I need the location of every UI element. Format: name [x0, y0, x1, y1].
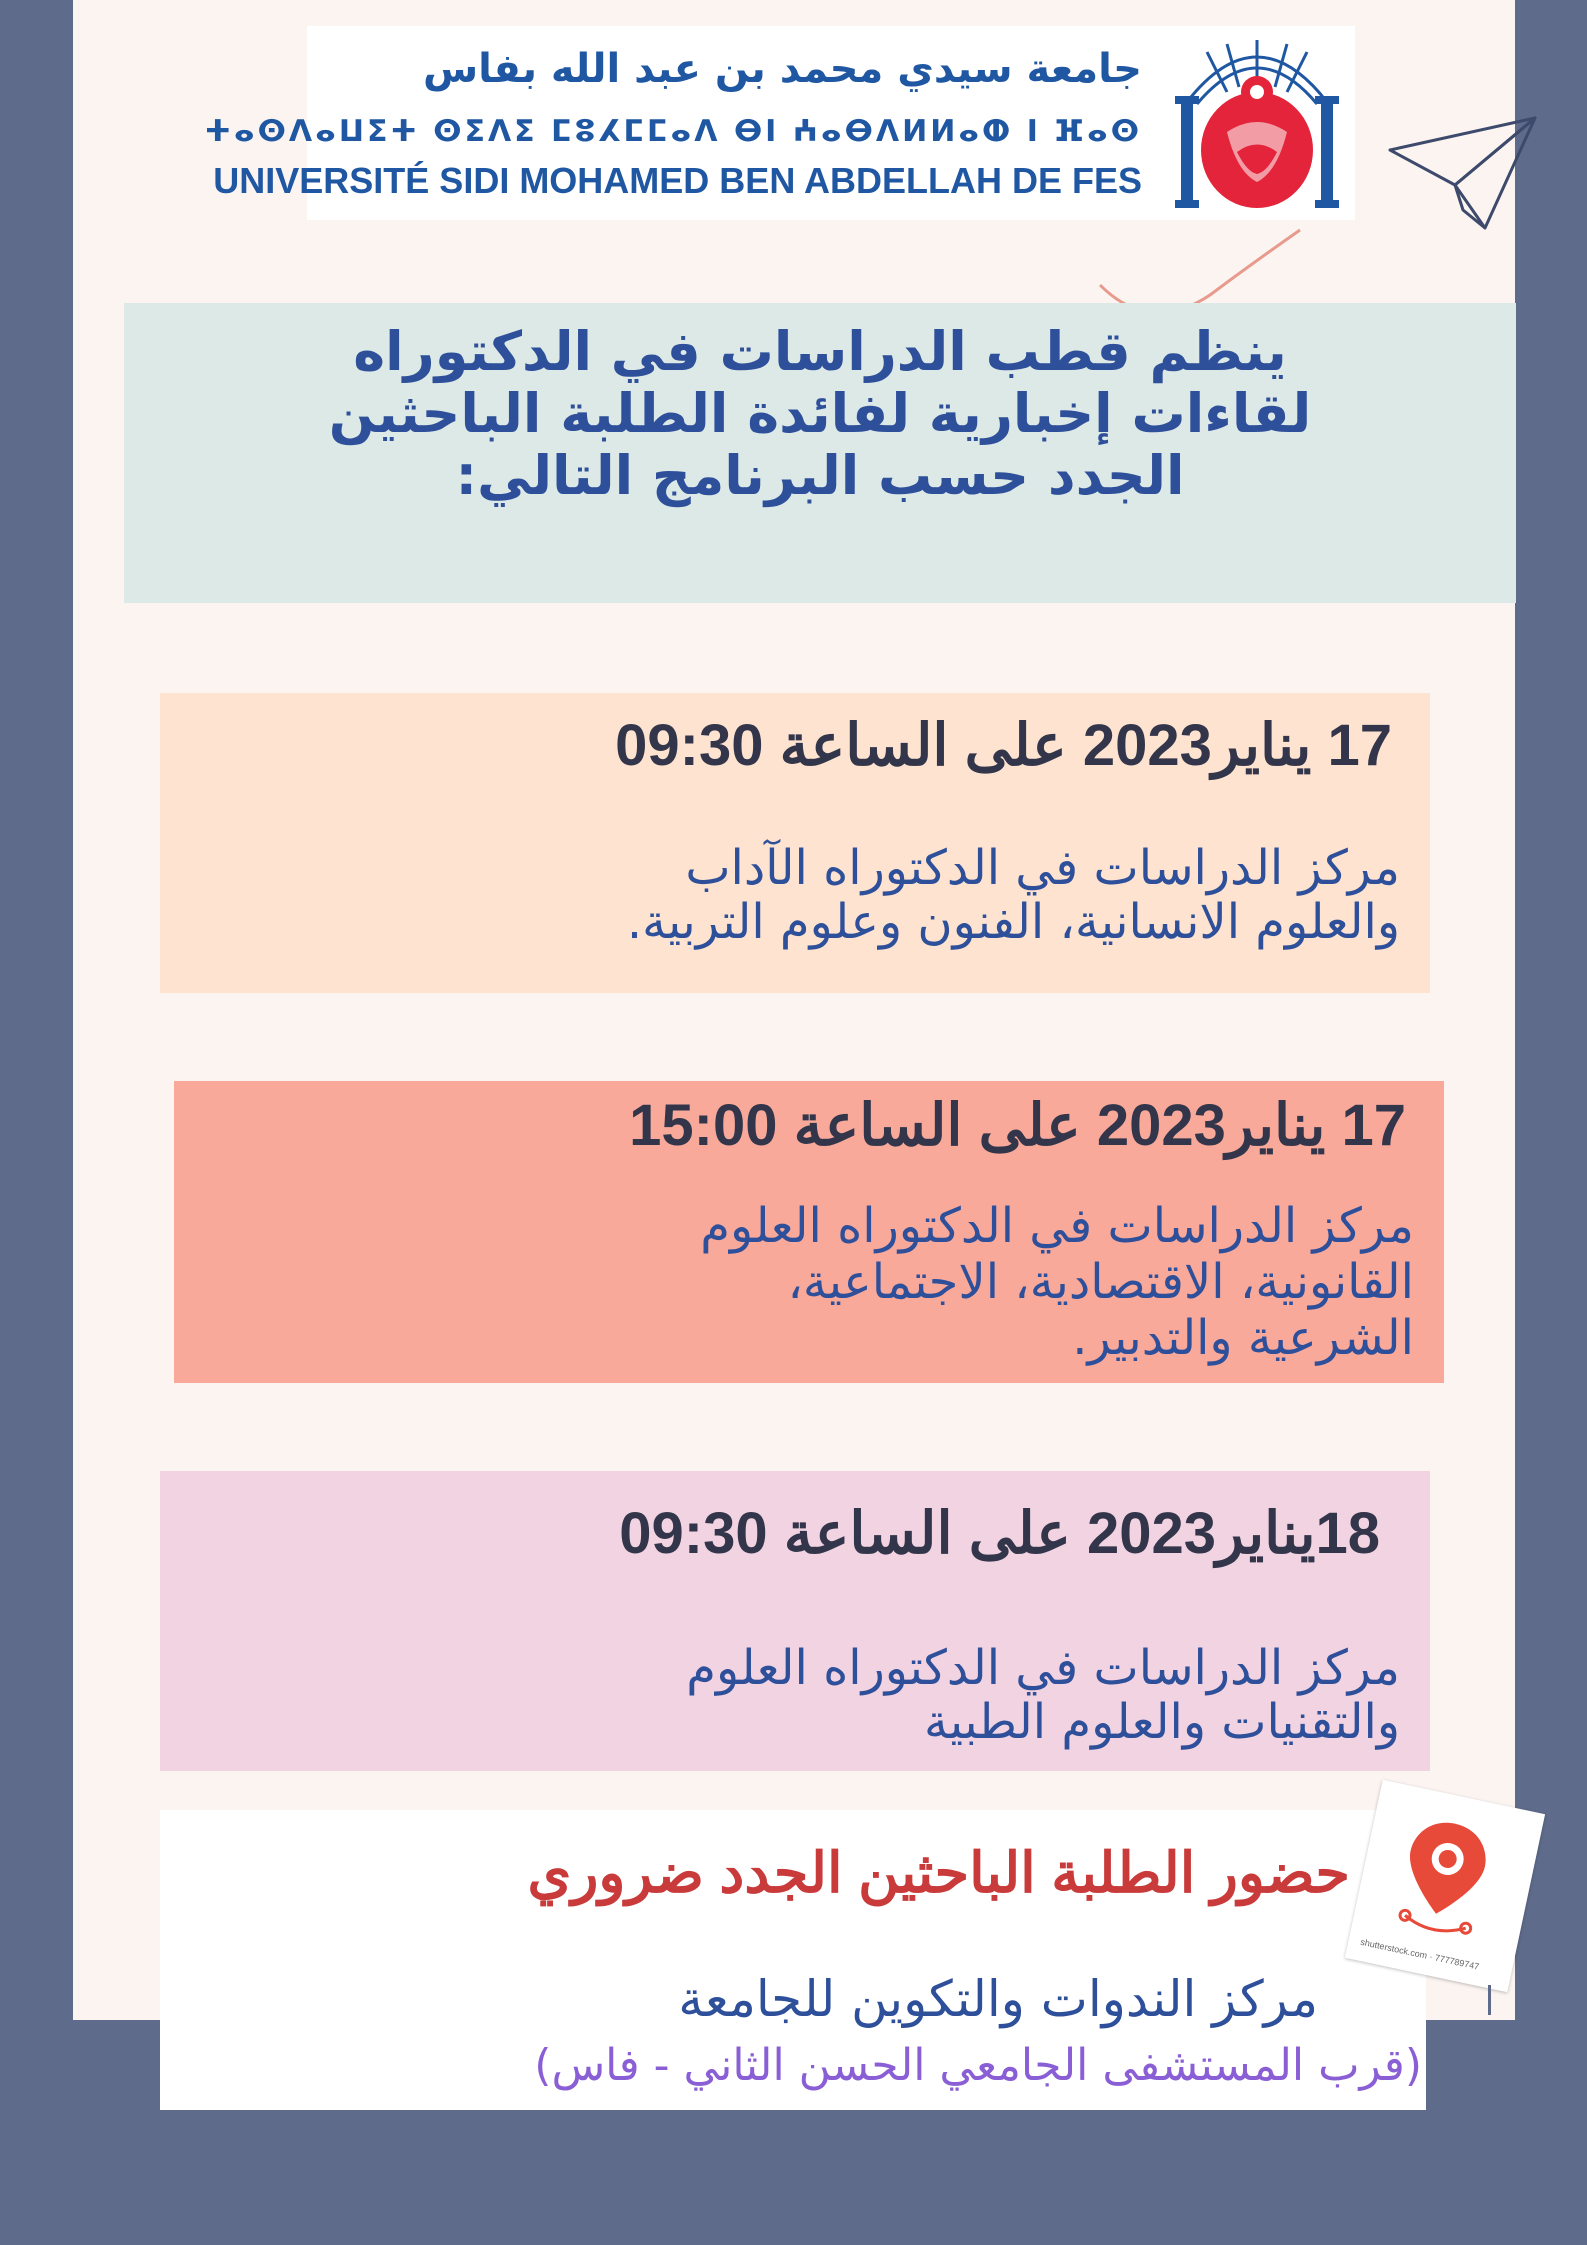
- edge-mark: [1488, 1985, 1491, 2015]
- university-seal-icon: [1167, 32, 1347, 214]
- session-card-1: [160, 693, 1430, 993]
- session-desc-line: الشرعية والتدبير.: [1072, 1310, 1414, 1366]
- session-description: [170, 841, 1400, 949]
- announcement-text: [144, 321, 1496, 507]
- university-name-french: UNIVERSITÉ SIDI MOHAMED BEN ABDELLAH DE FES: [213, 160, 1142, 201]
- session-description: [170, 1641, 1400, 1749]
- location-card: [1345, 1780, 1545, 1993]
- session-datetime: 18يناير2023 على الساعة 09:30: [619, 1501, 1380, 1566]
- session-description: [184, 1198, 1414, 1366]
- session-desc-line: والعلوم الانسانية، الفنون وعلوم التربية.: [626, 894, 1400, 950]
- announcement-banner: [124, 303, 1516, 603]
- session-desc-line: مركز الدراسات في الدكتوراه العلوم: [686, 1640, 1400, 1696]
- attendance-required-text: حضور الطلبة الباحثين الجدد ضروري: [527, 1841, 1350, 1904]
- session-datetime: 17 يناير2023 على الساعة 09:30: [615, 713, 1392, 778]
- session-datetime: 17 يناير2023 على الساعة 15:00: [629, 1093, 1406, 1158]
- stock-credit: shutterstock.com · 777789747: [1359, 1936, 1481, 1972]
- session-desc-line: القانونية، الاقتصادية، الاجتماعية،: [787, 1254, 1414, 1310]
- university-name-arabic: جامعة سيدي محمد بن عبد الله بفاس: [422, 46, 1142, 92]
- session-card-2: [174, 1081, 1444, 1383]
- venue-location-note: (قرب المستشفى الجامعي الحسن الثاني - فاس): [534, 2040, 1422, 2091]
- announcement-line-1: ينظم قطب الدراسات في الدكتوراه: [353, 320, 1287, 383]
- university-name-tifinagh: ⵜⴰⵙⴷⴰⵡⵉⵜ ⵙⵉⴷⵉ ⵎⵓⵃⵎⵎⴰⴷ ⴱⵏ ⵄⴰⴱⴷⵍⵍⴰⵀ ⵏ ⴼⴰⵙ: [204, 114, 1142, 149]
- announcement-line-2: لقاءات إخبارية لفائدة الطلبة الباحثين: [328, 382, 1312, 445]
- session-desc-line: والتقنيات والعلوم الطبية: [924, 1694, 1400, 1750]
- session-desc-line: مركز الدراسات في الدكتوراه الآداب: [685, 840, 1400, 896]
- attendance-notice: [160, 1810, 1426, 2110]
- paper-plane-icon: [1385, 110, 1545, 250]
- session-desc-line: مركز الدراسات في الدكتوراه العلوم: [700, 1198, 1414, 1254]
- venue-name: مركز الندوات والتكوين للجامعة: [678, 1970, 1318, 2028]
- announcement-line-3: الجدد حسب البرنامج التالي:: [455, 444, 1185, 507]
- session-card-3: [160, 1471, 1430, 1771]
- map-pin-icon: [1371, 1803, 1515, 1955]
- university-logo-banner: [204, 26, 1355, 220]
